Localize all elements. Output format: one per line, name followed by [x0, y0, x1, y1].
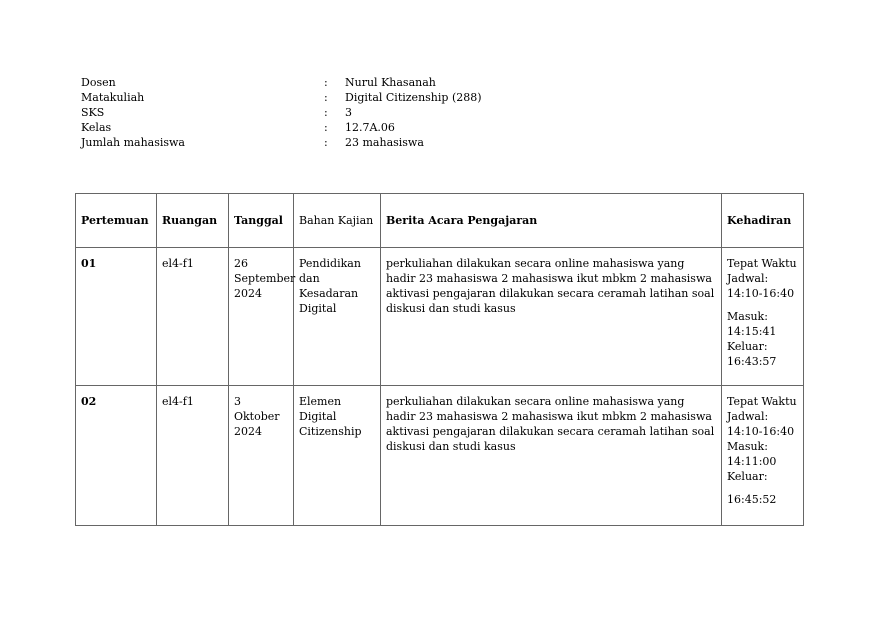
kehadiran-status: Tepat Waktu	[727, 257, 797, 270]
header-tanggal: Tanggal	[229, 194, 294, 248]
kehadiran-jadwal: Jadwal: 14:10-16:40	[727, 410, 795, 438]
info-row-jumlah	[81, 135, 482, 150]
row-tanggal: 26 September 2024	[229, 248, 294, 386]
course-info	[81, 75, 482, 150]
info-label: Jumlah mahasiswa	[81, 136, 185, 149]
header-bahan-kajian: Bahan Kajian	[294, 194, 381, 248]
table-row	[76, 248, 804, 386]
info-value: 12.7A.06	[345, 121, 395, 134]
kehadiran-masuk: Masuk: 14:11:00	[727, 440, 777, 468]
info-label: Dosen	[81, 76, 116, 89]
info-label: Matakuliah	[81, 91, 145, 104]
row-berita-acara: perkuliahan dilakukan secara online mahasiswa yang hadir 23 mahasiswa 2 mahasiswa ikut mbkm 2 mahasiswa aktivasi pengajaran dilakukan secara ceramah latihan soal diskusi dan studi kasus	[381, 248, 722, 386]
info-value: Nurul Khasanah	[345, 76, 436, 89]
row-pertemuan: 02	[76, 386, 157, 526]
spacer	[727, 301, 798, 309]
kehadiran-keluar: Keluar: 16:43:57	[727, 340, 777, 368]
spacer	[727, 484, 798, 492]
info-row-matakuliah	[81, 90, 482, 105]
row-berita-acara: perkuliahan dilakukan secara online mahasiswa yang hadir 23 mahasiswa 2 mahasiswa ikut mbkm 2 mahasiswa aktivasi pengajaran dilakukan secara ceramah latihan soal diskusi dan studi kasus	[381, 386, 722, 526]
table-row	[76, 386, 804, 526]
info-colon: :	[324, 121, 328, 134]
row-ruangan: el4-f1	[157, 386, 229, 526]
kehadiran-keluar-label: Keluar:	[727, 470, 768, 483]
row-bahan-kajian: Elemen Digital Citizenship	[294, 386, 381, 526]
kehadiran-status: Tepat Waktu	[727, 395, 797, 408]
info-row-sks	[81, 105, 482, 120]
kehadiran-jadwal: Jadwal: 14:10-16:40	[727, 272, 795, 300]
row-ruangan: el4-f1	[157, 248, 229, 386]
info-colon: :	[324, 106, 328, 119]
header-ruangan: Ruangan	[157, 194, 229, 248]
info-label: Kelas	[81, 121, 112, 134]
info-value: Digital Citizenship (288)	[345, 91, 482, 104]
row-kehadiran	[722, 248, 804, 386]
header-kehadiran: Kehadiran	[722, 194, 804, 248]
info-value: 23 mahasiswa	[345, 136, 424, 149]
kehadiran-masuk: Masuk: 14:15:41	[727, 310, 777, 338]
info-row-dosen	[81, 75, 482, 90]
info-row-kelas	[81, 120, 482, 135]
info-colon: :	[324, 76, 328, 89]
attendance-table	[75, 193, 804, 526]
row-bahan-kajian: Pendidikan dan Kesadaran Digital	[294, 248, 381, 386]
info-label: SKS	[81, 106, 105, 119]
header-berita-acara: Berita Acara Pengajaran	[381, 194, 722, 248]
kehadiran-keluar-time: 16:45:52	[727, 493, 777, 506]
info-colon: :	[324, 136, 328, 149]
row-tanggal: 3 Oktober 2024	[229, 386, 294, 526]
info-value: 3	[345, 106, 352, 119]
row-kehadiran	[722, 386, 804, 526]
table-header-row	[76, 194, 804, 248]
info-colon: :	[324, 91, 328, 104]
header-pertemuan: Pertemuan	[76, 194, 157, 248]
row-pertemuan: 01	[76, 248, 157, 386]
